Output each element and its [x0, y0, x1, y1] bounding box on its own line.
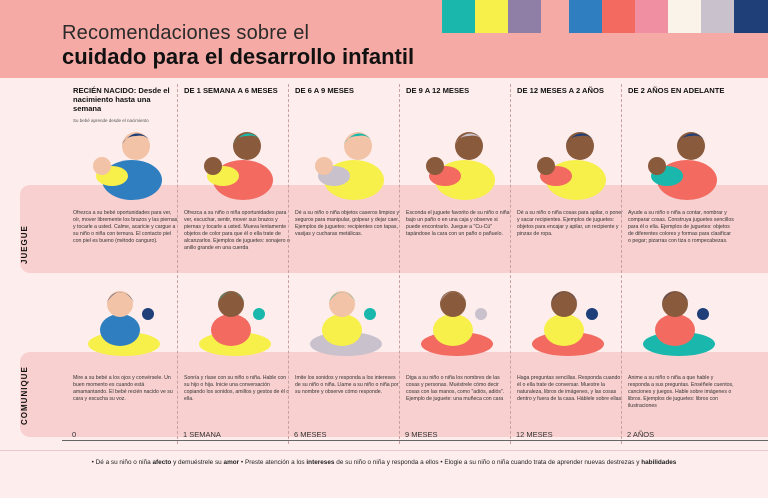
play-illustration	[298, 114, 394, 202]
age-heading: DE 1 SEMANA A 6 MESES	[184, 86, 278, 95]
communicate-illustration	[409, 274, 505, 362]
play-tip: Ofrezca a su bebé oportunidades para ver, oír, mover libremente los brazos y las piernas y tocarle a usted. Calme, acaricie y cargue a su niño o niña con ternura. El contacto piel con piel es bueno (método canguro).	[73, 210, 178, 244]
figure-head	[329, 291, 355, 317]
timeline-axis	[62, 440, 768, 441]
timeline-tick-label: 1 SEMANA	[183, 430, 221, 439]
adult-head	[455, 132, 483, 160]
adult-head	[677, 132, 705, 160]
age-column	[292, 84, 402, 444]
play-illustration	[187, 114, 283, 202]
play-tip: Dé a su niño o niña objetos caseros limpios y seguros para manipular, golpear y dejar caer. Ejemplos de juguetes: recipientes con tapas, vasijas y cucharas metálicas.	[295, 210, 400, 237]
age-column	[514, 84, 624, 444]
communicate-illustration	[76, 274, 172, 362]
age-heading: DE 2 AÑOS EN ADELANTE	[628, 86, 725, 95]
figure-head	[107, 291, 133, 317]
timeline-tick-label: 6 MESES	[294, 430, 327, 439]
timeline-tick-label: 9 MESES	[405, 430, 438, 439]
toy-object	[697, 308, 709, 320]
play-illustration	[76, 114, 172, 202]
communicate-tip: Sonría y ríase con su niño o niña. Hable con su hijo o hija. Inicie una conversación copiando los sonidos, amillos y gestos de él o ella.	[184, 375, 290, 402]
communicate-illustration	[520, 274, 616, 362]
footer-bold-love: amor	[223, 459, 240, 466]
column-divider	[177, 84, 178, 444]
play-illustration	[409, 114, 505, 202]
color-swatch	[569, 0, 602, 33]
play-tip: Esconda el juguete favorito de su niño o niña bajo un paño o en una caja y observe si puede encontrarlo. Juegue a "Cu-Cú" tapándose la cara con un paño o pañuelo.	[406, 210, 510, 237]
toy-object	[142, 308, 154, 320]
play-tip: Ofrezca a su niño o niña oportunidades para ver, escuchar, sentir, mover sus brazos y piernas y tocarle a usted. Mueva lentamente objetos de color para que él o ella trate de alcanzarlos. Ejemplos de juguetes: sonajero o anillo grande en una cuerda	[184, 210, 290, 251]
age-column	[403, 84, 513, 444]
figure-body	[544, 314, 584, 346]
toy-object	[586, 308, 598, 320]
footer-tips	[0, 452, 768, 474]
play-tip: Dé a su niño o niña cosas para apilar, o poner y sacar recipientes. Ejemplos de juguetes: objetos para encajar y apilar, un recipiente y pinzas de ropa.	[517, 210, 623, 237]
figure-head	[551, 291, 577, 317]
toy-object	[475, 308, 487, 320]
child-head	[537, 157, 555, 175]
footer-bold-affection: afecto	[152, 459, 172, 466]
age-column	[181, 84, 291, 444]
column-divider	[399, 84, 400, 444]
child-head	[648, 157, 666, 175]
child-head	[315, 157, 333, 175]
row-label-play: JUEGUE	[20, 225, 29, 265]
color-swatch	[701, 0, 734, 33]
adult-head	[122, 132, 150, 160]
footer-bold-interests: intereses	[306, 459, 335, 466]
footer-text-3: • Preste atención a los	[239, 459, 307, 466]
footer-text-2: y demuéstrele su	[171, 459, 224, 466]
timeline-tick-label: 12 MESES	[516, 430, 553, 439]
footer-text-1: • Dé a su niño o niña	[91, 459, 153, 466]
color-swatch	[442, 0, 475, 33]
toy-object	[364, 308, 376, 320]
color-swatch	[635, 0, 668, 33]
color-swatch	[602, 0, 635, 33]
column-divider	[288, 84, 289, 444]
title-line-2: cuidado para el desarrollo infantil	[62, 44, 415, 69]
age-heading: RECIÉN NACIDO: Desde el nacimiento hasta una semana	[73, 86, 170, 113]
adult-head	[566, 132, 594, 160]
title-line-1: Recomendaciones sobre el	[62, 22, 310, 44]
child-head	[426, 157, 444, 175]
timeline-tick-label: 0	[72, 430, 77, 439]
figure-body	[100, 314, 140, 346]
age-heading: DE 12 MESES A 2 AÑOS	[517, 86, 604, 95]
age-column	[70, 84, 180, 444]
column-divider	[621, 84, 622, 444]
child-head	[93, 157, 111, 175]
communicate-illustration	[187, 274, 283, 362]
color-swatch	[668, 0, 701, 33]
communicate-tip: Diga a su niño o niña los nombres de las cosas y personas. Muéstrele cómo decir cosas con las manos, como "adiós, adiós". Ejemplo de juguete: una muñeca con cara	[406, 375, 505, 402]
play-illustration	[631, 114, 727, 202]
figure-body	[433, 314, 473, 346]
figure-head	[440, 291, 466, 317]
communicate-illustration	[298, 274, 394, 362]
footer-divider	[0, 450, 768, 451]
age-subheading: Su bebé aprende desde el nacimiento	[73, 118, 149, 123]
timeline-tick-label: 2 AÑOS	[627, 430, 655, 439]
adult-head	[233, 132, 261, 160]
figure-body	[211, 314, 251, 346]
communicate-tip: Anime a su niño o niña a que hable y responda a sus preguntas. Enséñele cuentos, canciones y juegos. Hable sobre imágenes o libros. Ejemplos de juguetes: libros con ilustraciones	[628, 375, 734, 409]
figure-head	[218, 291, 244, 317]
adult-head	[344, 132, 372, 160]
communicate-tip: Imite los sonidos y responda a los intereses de su niño o niña. Llame a su niño o niña por su nombre y observe cómo responde.	[295, 375, 399, 395]
color-swatch	[734, 0, 768, 33]
age-heading: DE 6 A 9 MESES	[295, 86, 354, 95]
column-divider	[510, 84, 511, 444]
color-swatch	[508, 0, 541, 33]
communicate-illustration	[631, 274, 727, 362]
toy-object	[253, 308, 265, 320]
footer-bold-skills: habilidades	[641, 459, 677, 466]
color-swatch	[475, 0, 508, 33]
communicate-tip: Mire a su bebé a los ojos y convérsele. Un buen momento es cuando está amamantando. El bebé recién nacido ve su cara y escucha su voz.	[73, 375, 173, 402]
communicate-tip: Haga preguntas sencillas. Responda cuando él o ella trate de conversar. Muestre la naturaleza, libros de imágenes, y las cosas dentro y fuera de la casa. Háblele sobre ellas.	[517, 375, 623, 402]
play-illustration	[520, 114, 616, 202]
child-head	[204, 157, 222, 175]
figure-body	[655, 314, 695, 346]
play-tip: Ayude a su niño o niña a contar, nombrar y comparar cosas. Construya juguetes sencillos para él o ella. Ejemplos de juguetes: objetos de diferentes colores y formas para clasificar o pegar; pizarras con tiza o rompecabezas.	[628, 210, 734, 244]
row-label-communicate: COMUNIQUE	[20, 366, 29, 426]
figure-head	[662, 291, 688, 317]
age-column	[625, 84, 735, 444]
age-heading: DE 9 A 12 MESES	[406, 86, 470, 95]
footer-text-4: de su niño o niña y responda a ellos • Elogie a su niño o niña cuando trata de aprender nuevas destrezas y	[334, 459, 642, 466]
figure-body	[322, 314, 362, 346]
